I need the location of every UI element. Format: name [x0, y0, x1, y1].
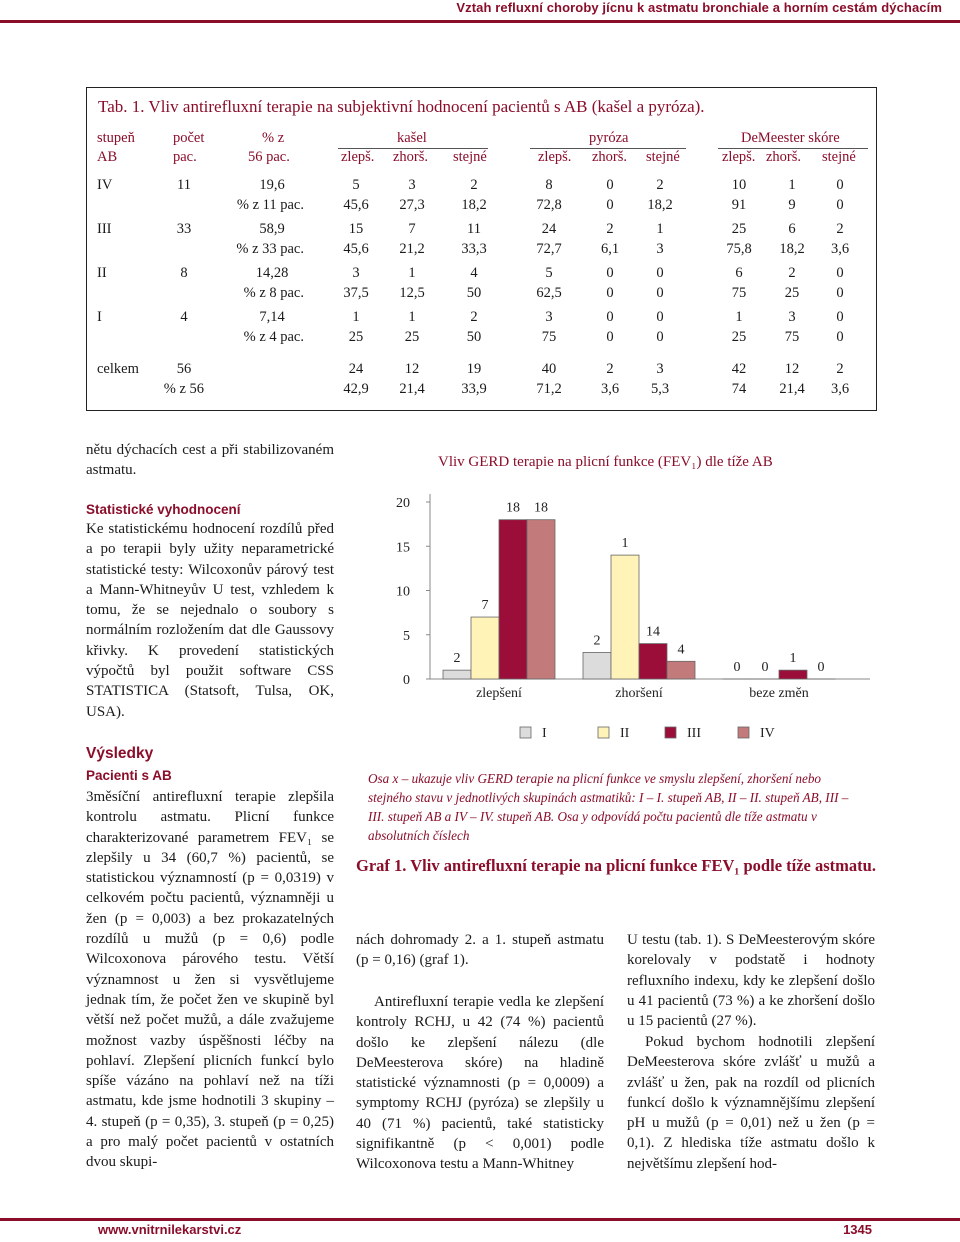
table-cell-pct-label: % z 11 pac. [236, 197, 304, 213]
x-category-label: zhoršení [615, 686, 663, 701]
col-pyroza-zhors: zhorš. [592, 149, 628, 165]
table-cell-value: 12 [784, 361, 800, 377]
table-cell-value: 0 [656, 309, 664, 325]
table-cell-percent: 3,6 [830, 241, 850, 257]
stat-text: Ke statistickému hodnocení rozdílů před a po terapii byly užity neparametrické statistické testy: Wilcoxonův párový test a Mann-Whitneyův U test, vzhledem k tomu, že se nejednalo o soubory s normálním rozložením dat dle Gaussovy křivky. K provedení statistických výpočtů byl použit software CSS STATISTICA (Statsoft, Tulsa, OK, USA). [86, 521, 334, 720]
bar-label: 18 [506, 500, 520, 516]
table-cell-count: 33 [176, 221, 192, 237]
table-cell-value: 2 [606, 221, 614, 237]
y-tick-label: 20 [396, 496, 410, 511]
table-cell-value: 1 [352, 309, 360, 325]
col-kasel-zhors: zhorš. [393, 149, 429, 165]
mid-text-1: nách dohromady 2. a 1. stupeň astmatu (p = 0,16) (graf 1). [356, 932, 604, 969]
table-cell-value: 0 [836, 177, 844, 193]
col-pyroza: pyróza [589, 130, 629, 146]
table-cell-percent: 3,6 [830, 381, 850, 397]
bar-label: 18 [534, 500, 548, 516]
bar-label: 2 [593, 633, 601, 649]
y-tick-label: 15 [396, 540, 410, 556]
col-stupen: stupeň [97, 130, 135, 146]
bar-label: 1 [789, 651, 797, 667]
legend-label: II [620, 726, 630, 741]
bar-ii-0 [471, 617, 499, 679]
table-cell-percent: 0 [836, 329, 844, 345]
table-cell-value: 8 [545, 177, 553, 193]
table-cell-value: 2 [788, 265, 796, 281]
table-cell-percent: 0 [606, 329, 614, 345]
bar-label: 0 [761, 660, 769, 675]
table-cell-value: 3 [545, 309, 553, 325]
footer-url[interactable]: www.vnitrnilekarstvi.cz [98, 1222, 242, 1237]
table-cell-percent: 91 [731, 197, 747, 213]
table-cell-percent: 72,8 [536, 197, 562, 213]
table-cell-percent: 3,6 [600, 381, 620, 397]
table-cell-pct: 19,6 [259, 177, 285, 193]
table-cell-value: 24 [541, 221, 557, 237]
table-cell-percent: 6,1 [600, 241, 620, 257]
table-cell-stage: celkem [97, 361, 139, 377]
table-cell-percent: 33,3 [461, 241, 487, 257]
table-cell-value: 3 [352, 265, 360, 281]
bar-label: 1 [621, 536, 629, 552]
bar-label: 4 [677, 642, 685, 658]
table-cell-percent: 0 [606, 197, 614, 213]
y-tick-label: 5 [403, 628, 410, 644]
table-cell-value: 2 [470, 177, 478, 193]
legend-swatch-iii [665, 727, 676, 738]
table-cell-pct-label: % z 8 pac. [243, 285, 304, 301]
table-cell-value: 15 [348, 221, 364, 237]
table-cell-value: 2 [836, 361, 844, 377]
table-cell-percent: 18,2 [779, 241, 805, 257]
chart-title: Vliv GERD terapie na plicní funkce (FEV₁) dle tíže AB [438, 454, 773, 470]
table-cell-percent: 74 [731, 381, 747, 397]
table-cell-value: 0 [836, 309, 844, 325]
col-pyroza-zleps: zlepš. [538, 149, 572, 165]
bar-label: 7 [481, 598, 489, 614]
col-kasel-zleps: zlepš. [341, 149, 375, 165]
table-cell-percent: 62,5 [536, 285, 562, 301]
table-cell-percent: 5,3 [650, 381, 670, 397]
legend-label: IV [760, 726, 775, 741]
table-cell-value: 25 [731, 221, 747, 237]
bar-label: 0 [817, 660, 825, 675]
table-cell-percent: 0 [656, 329, 664, 345]
table-cell-count: 11 [177, 177, 191, 193]
table-cell-value: 1 [656, 221, 664, 237]
table-cell-count: 8 [180, 265, 188, 281]
table-cell-value: 3 [788, 309, 796, 325]
table-cell-value: 2 [470, 309, 478, 325]
table-cell-percent: 18,2 [461, 197, 487, 213]
bar-iii-1 [639, 644, 667, 679]
legend-label: I [542, 726, 547, 741]
table-cell-value: 2 [836, 221, 844, 237]
table-cell-value: 6 [735, 265, 743, 281]
chart-note: Osa x – ukazuje vliv GERD terapie na plicní funkce ve smyslu zlepšení, zhoršení nebo stejného stavu v jednotlivých skupinách astmatiků: I – I. stupeň AB, II – II. stupeň AB, III – III. stupeň AB a IV – IV. stupeň AB. Osa y odpovídá počtu pacientů dle tíže astmatu v absolutních číslech [368, 771, 849, 843]
col-demeester: DeMeester skóre [741, 130, 840, 146]
col-dm-zhors: zhorš. [766, 149, 802, 165]
table-cell-pct: 7,14 [259, 309, 285, 325]
table-cell-value: 5 [545, 265, 553, 281]
table-cell-percent: 75 [731, 285, 747, 301]
legend-swatch-i [520, 727, 531, 738]
table-cell-value: 6 [788, 221, 796, 237]
table-cell-value: 4 [470, 265, 478, 281]
table-cell-value: 0 [656, 265, 664, 281]
table-cell-value: 40 [541, 361, 557, 377]
table-cell-percent: 25 [348, 329, 364, 345]
intro-text: nětu dýchacích cest a při stabilizovaném astmatu. [86, 442, 334, 479]
legend-label: III [687, 726, 701, 741]
mid-text-2: Antirefluxní terapie vedla ke zlepšení kontroly RCHJ, u 42 (74 %) pacientů došlo ke zlepšení nálezu (dle DeMeesterova skóre) na hladině statistické významnosti (p = 0,0009) a symptomy RCHJ (pyróza) se zlepšily u 40 (71 %) pacientů, také statisticky signifikantně (p < 0,001) podle Wilcoxonova testu a Mann-Whitney [356, 994, 604, 1173]
table-cell-percent: 45,6 [343, 241, 369, 257]
y-tick-label: 0 [403, 673, 410, 688]
col-ab: AB [97, 149, 118, 165]
table-cell-percent: 72,7 [536, 241, 562, 257]
bar-i-1 [583, 652, 611, 679]
table-cell-percent: 50 [466, 329, 482, 345]
table-cell-percent: 21,4 [779, 381, 805, 397]
results-subheading: Pacienti s AB [86, 768, 172, 783]
table-cell-value: 0 [836, 265, 844, 281]
table-cell-percent: 37,5 [343, 285, 369, 301]
table-cell-value: 7 [408, 221, 416, 237]
col-dm-zleps: zlepš. [722, 149, 756, 165]
table-cell-value: 24 [348, 361, 364, 377]
col-pz: % z [262, 130, 285, 146]
table-cell-value: 3 [408, 177, 416, 193]
col-pyroza-stejne: stejné [646, 149, 680, 165]
footer-rule [0, 1218, 960, 1221]
x-category-label: zlepšení [476, 686, 522, 701]
results-table [0, 0, 960, 420]
table-cell-value: 19 [466, 361, 482, 377]
col-pac: pac. [173, 149, 197, 165]
table-cell-percent: 0 [656, 285, 664, 301]
table-cell-value: 0 [606, 309, 614, 325]
table-cell-value: 1 [408, 265, 416, 281]
bar-iii-2 [779, 670, 807, 679]
figure-caption: Graf 1. Vliv antirefluxní terapie na plicní funkce FEV₁ podle tíže astmatu. [356, 856, 876, 875]
table-cell-value: 12 [404, 361, 420, 377]
table-cell-percent: 21,2 [399, 241, 425, 257]
table-cell-value: 1 [408, 309, 416, 325]
table-cell-percent: 25 [404, 329, 420, 345]
table-cell-percent: 3 [656, 241, 664, 257]
bar-label: 0 [733, 660, 741, 675]
table-cell-percent: 42,9 [343, 381, 369, 397]
table-cell-percent: 71,2 [536, 381, 562, 397]
bar-i-0 [443, 670, 471, 679]
results-heading: Výsledky [86, 745, 154, 762]
right-text-1: U testu (tab. 1). S DeMeesterovým skóre korelovaly v podstatě i hodnoty refluxního indexu, kdy ke zlepšení došlo u 41 pacientů (73 %) a ke zhoršení došlo u 15 pacientů (27 %). [627, 932, 875, 1030]
bar-label: 14 [646, 624, 660, 640]
table-cell-percent: 0 [606, 285, 614, 301]
table-cell-value: 11 [467, 221, 481, 237]
table-cell-value: 42 [731, 361, 747, 377]
table-cell-percent: 18,2 [647, 197, 673, 213]
legend-swatch-iv [738, 727, 749, 738]
table-cell-pct-label: % z 56 [163, 381, 204, 397]
table-cell-percent: 0 [836, 285, 844, 301]
table-cell-stage: IV [97, 177, 113, 193]
col-dm-stejne: stejné [822, 149, 856, 165]
table-cell-value: 1 [735, 309, 743, 325]
table-cell-pct-label: % z 4 pac. [243, 329, 304, 345]
table-cell-percent: 27,3 [399, 197, 425, 213]
bar-iv-1 [667, 661, 695, 679]
y-tick-label: 10 [396, 584, 410, 600]
table-cell-percent: 75 [784, 329, 800, 345]
col-pac56: 56 pac. [248, 149, 290, 165]
table-cell-percent: 50 [466, 285, 482, 301]
table-cell-value: 0 [606, 177, 614, 193]
running-header: Vztah refluxní choroby jícnu k astmatu bronchiale a horním cestám dýchacím [456, 0, 942, 15]
bar-label: 2 [453, 651, 461, 667]
table-cell-value: 3 [656, 361, 664, 377]
table-cell-percent: 25 [784, 285, 800, 301]
page-number: 1345 [843, 1222, 872, 1237]
col-kasel: kašel [397, 130, 427, 146]
col-pocet: počet [173, 130, 205, 146]
table-cell-value: 0 [606, 265, 614, 281]
stat-heading: Statistické vyhodnocení [86, 502, 241, 517]
col-kasel-stejne: stejné [453, 149, 487, 165]
results-text: 3měsíční antirefluxní terapie zlepšila kontrolu astmatu. Plicní funkce charakterizované parametrem FEV₁ se zlepšily u 34 (60,7 %) pacientů, se statistickou významností (p = 0,0319) v celkovém počtu pacientů, významněji u žen (p = 0,003) a bez prokazatelných rozdílů u mužů (p = 0,6) podle Wilcoxonova párového testu. Větší významnost u žen si vysvětlujeme jednak tím, že počet žen ve skupině byl větší než počet mužů, a dále zvažujeme možnost vazby úspěšnosti léčby na pohlaví. Zlepšení plicních funkcí bylo spíše vázáno na pohlaví než na tíži astmatu, kde jsme hodnotili 3 skupiny – 4. stupeň (p = 0,35), 3. stupeň (p = 0,25) a pro malý počet pacientů v ostatních dvou skupi- [86, 789, 334, 1171]
table-cell-pct: 58,9 [259, 221, 285, 237]
table-cell-value: 5 [352, 177, 360, 193]
table-cell-percent: 45,6 [343, 197, 369, 213]
table-cell-percent: 0 [836, 197, 844, 213]
legend-swatch-ii [598, 727, 609, 738]
table-cell-count: 56 [176, 361, 192, 377]
table-caption: Tab. 1. Vliv antirefluxní terapie na subjektivní hodnocení pacientů s AB (kašel a pyróza). [98, 97, 705, 116]
table-cell-pct: 14,28 [255, 265, 289, 281]
table-cell-percent: 25 [731, 329, 747, 345]
right-text-2: Pokud bychom hodnotili zlepšení DeMeesterova skóre zvlášť u mužů a zvlášť u žen, pak na rozdíl od plicních funkcí došlo k významnějšímu zlepšení pH u mužů (p = 0,01) než u žen (p = 0,1). Z hlediska tíže astmatu došlo k největšímu zlepšení hod- [627, 1034, 875, 1172]
table-cell-count: 4 [180, 309, 188, 325]
bar-ii-1 [611, 555, 639, 679]
table-cell-percent: 33,9 [461, 381, 487, 397]
table-cell-stage: II [97, 265, 107, 281]
bar-chart [355, 480, 880, 755]
table-cell-value: 2 [656, 177, 664, 193]
table-cell-pct-label: % z 33 pac. [236, 241, 304, 257]
table-cell-percent: 12,5 [399, 285, 425, 301]
table-cell-stage: I [97, 309, 102, 325]
bar-iv-0 [527, 520, 555, 679]
table-cell-value: 1 [788, 177, 796, 193]
table-cell-percent: 9 [788, 197, 796, 213]
table-cell-percent: 75 [541, 329, 557, 345]
table-cell-percent: 75,8 [726, 241, 752, 257]
table-cell-stage: III [97, 221, 112, 237]
table-cell-value: 10 [731, 177, 747, 193]
table-cell-value: 2 [606, 361, 614, 377]
x-category-label: beze změn [749, 686, 809, 701]
table-cell-percent: 21,4 [399, 381, 425, 397]
bar-iii-0 [499, 520, 527, 679]
